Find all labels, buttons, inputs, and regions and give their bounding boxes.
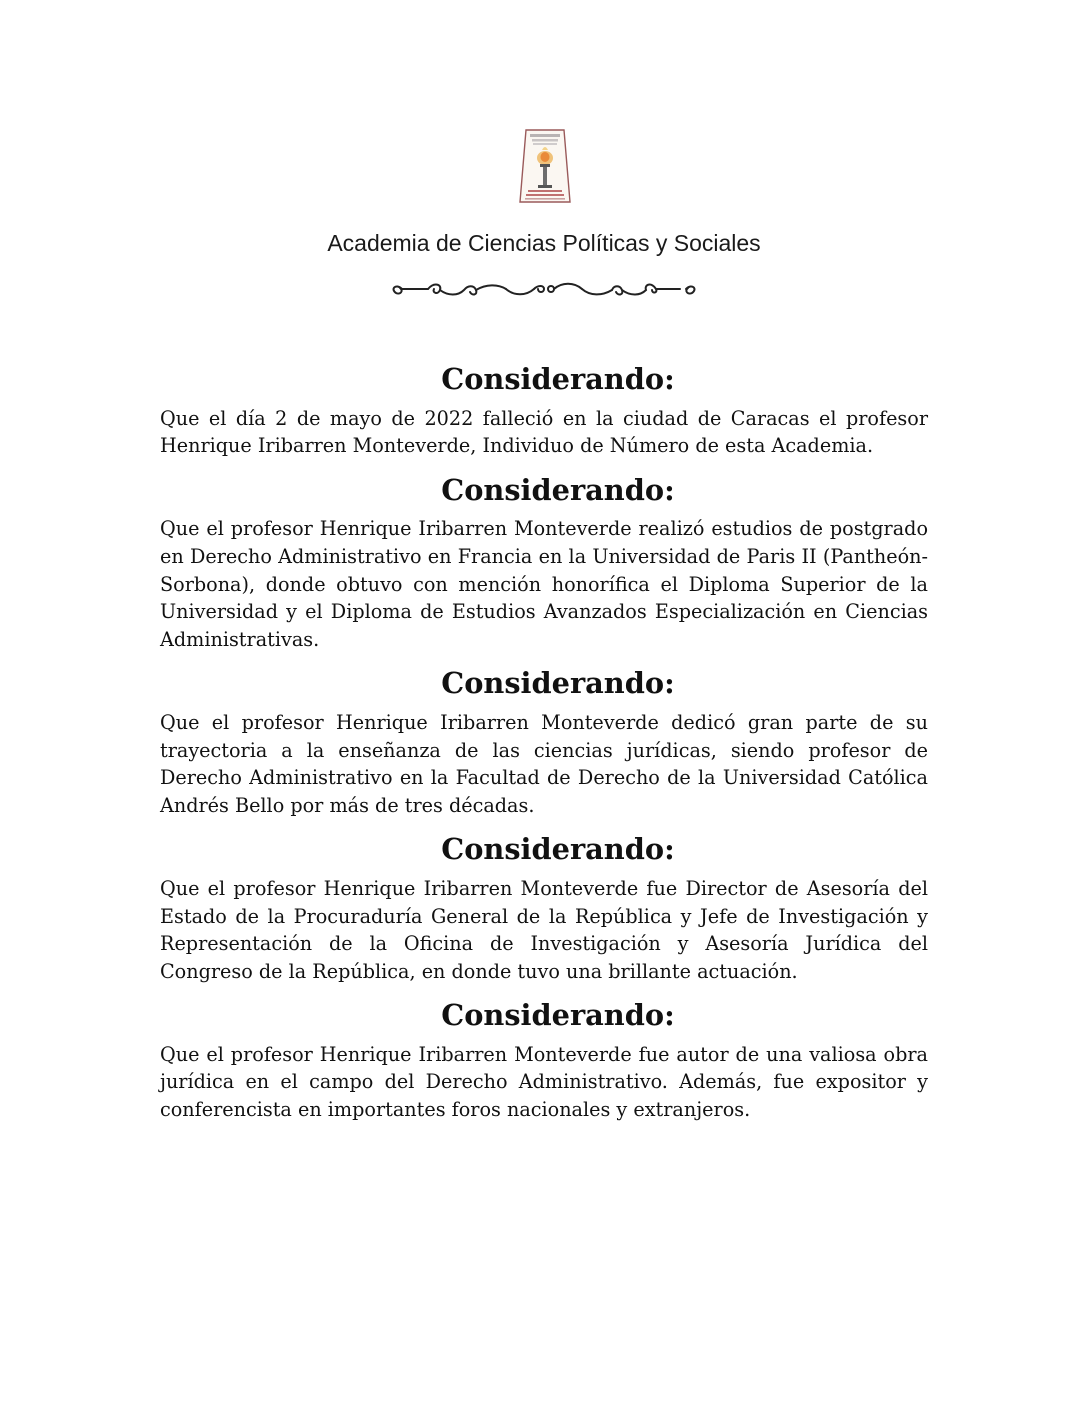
document-body [160,362,928,1124]
organization-name: Academia de Ciencias Políticas y Sociales [327,230,761,256]
section-paragraph: Que el profesor Henrique Iribarren Monteverde realizó estudios de postgrado en Derecho Administrativo en Francia en la Universidad de Paris II (Pantheón-Sorbona), donde obtuvo con mención honorífica el Diploma Superior de la Universidad y el Diploma de Estudios Avanzados Especialización en Ciencias Administrativas. [160,517,928,651]
section-paragraph: Que el día 2 de mayo de 2022 falleció en la ciudad de Caracas el profesor Henrique Iribarren Monteverde, Individuo de Número de esta Academia. [160,406,928,458]
section-heading: Considerando: [441,472,675,507]
section-paragraph: Que el profesor Henrique Iribarren Monteverde dedicó gran parte de su trayectoria a la enseñanza de las ciencias jurídicas, siendo profesor de Derecho Administrativo en la Facultad de Derecho de la Universidad Católica Andrés Bello por más de tres décadas. [160,710,928,817]
section-paragraph: Que el profesor Henrique Iribarren Monteverde fue autor de una valiosa obra jurídica en el campo del Derecho Administrativo. Además, fue expositor y conferencista en importantes foros nacionales y extranjeros. [160,1042,928,1122]
academy-emblem-icon [518,128,572,204]
section-heading: Considerando: [441,832,675,867]
decorative-divider-icon [388,274,700,304]
section-paragraph: Que el profesor Henrique Iribarren Monteverde fue Director de Asesoría del Estado de la Procuraduría General de la República y Jefe de Investigación y Representación de la Oficina de Investigación y Asesoría Jurídica del Congreso de la República, en donde tuvo una brillante actuación. [160,876,928,983]
section-heading: Considerando: [441,998,675,1033]
section-heading: Considerando: [441,362,675,396]
section-heading: Considerando: [441,666,675,701]
